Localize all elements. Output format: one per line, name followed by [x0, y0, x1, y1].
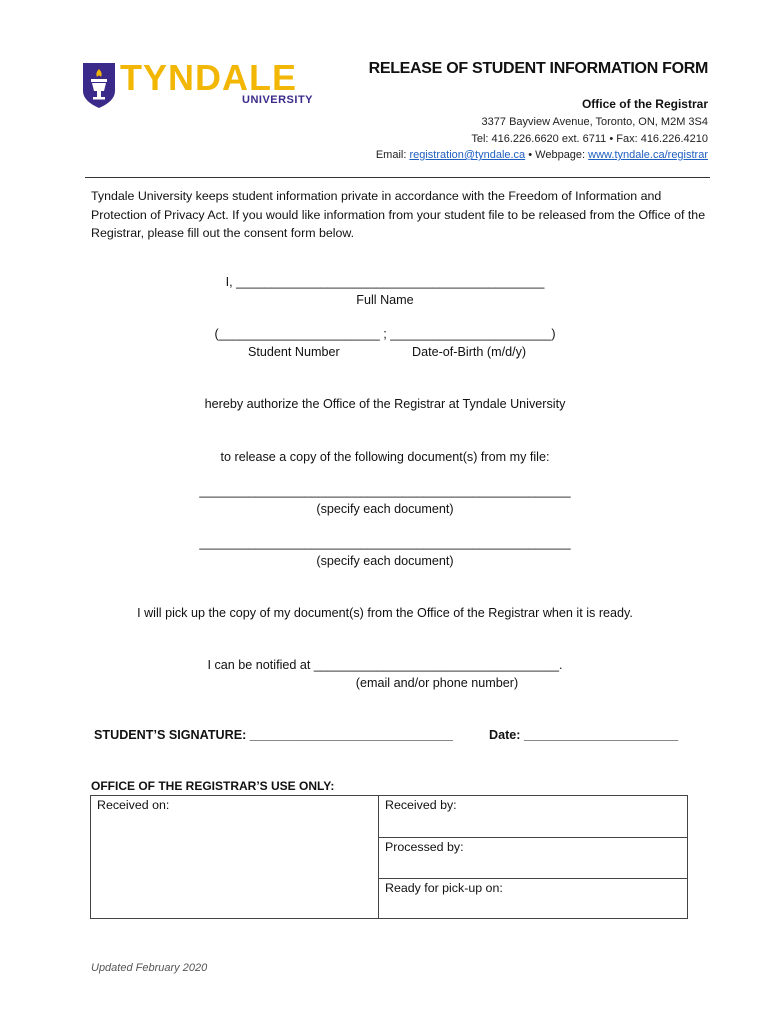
- email-link[interactable]: registration@tyndale.ca: [409, 149, 526, 161]
- authorize-statement: hereby authorize the Office of the Registrar at Tyndale University: [204, 397, 566, 411]
- document-field-2[interactable]: _____________________________________________________: [199, 536, 571, 550]
- release-statement: to release a copy of the following document(s) from my file:: [220, 450, 550, 464]
- student-number-dob-field[interactable]: (_______________________ ; _______________________): [214, 327, 556, 341]
- office-address: 3377 Bayview Avenue, Toronto, ON, M2M 3S4: [481, 116, 708, 128]
- office-name: Office of the Registrar: [581, 97, 708, 111]
- document-caption-1: (specify each document): [316, 502, 454, 516]
- notification-field[interactable]: I can be notified at ___________________________________.: [207, 658, 563, 672]
- pickup-statement: I will pick up the copy of my document(s) from the Office of the Registrar when it is ready.: [137, 606, 633, 620]
- office-contact-links: [376, 149, 708, 161]
- ready-for-pickup-cell[interactable]: Ready for pick-up on:: [385, 881, 503, 895]
- received-on-label: Received on:: [97, 798, 170, 812]
- processed-by-cell[interactable]: Processed by:: [379, 838, 687, 879]
- office-use-right-column: [379, 796, 687, 918]
- document-field-1[interactable]: _____________________________________________________: [199, 484, 571, 498]
- dob-caption: Date-of-Birth (m/d/y): [412, 345, 527, 359]
- webpage-label: • Webpage:: [528, 149, 586, 161]
- tyndale-shield-logo-icon: [81, 61, 117, 109]
- updated-date: Updated February 2020: [91, 962, 208, 974]
- student-number-caption: Student Number: [248, 345, 340, 359]
- received-on-cell[interactable]: [91, 796, 379, 918]
- header-divider: [85, 177, 710, 178]
- notification-caption: (email and/or phone number): [355, 676, 519, 690]
- document-caption-2: (specify each document): [316, 554, 454, 568]
- form-title: RELEASE OF STUDENT INFORMATION FORM: [368, 60, 708, 77]
- full-name-field[interactable]: I, ____________________________________________: [225, 275, 545, 289]
- logo-subtitle: UNIVERSITY: [242, 94, 314, 106]
- office-use-heading: OFFICE OF THE REGISTRAR’S USE ONLY:: [91, 779, 335, 793]
- office-phone-fax: Tel: 416.226.6620 ext. 6711 • Fax: 416.226.4210: [471, 133, 708, 145]
- signature-field[interactable]: STUDENT’S SIGNATURE: _____________________________: [94, 728, 453, 742]
- date-field[interactable]: Date: ______________________: [489, 728, 679, 742]
- intro-paragraph: Tyndale University keeps student information private in accordance with the Freedom of Information and Protection of Privacy Act. If you would like information from your student file to be released from the Office of the Registrar, please fill out the consent form below.: [91, 189, 706, 240]
- email-label: Email:: [375, 149, 407, 161]
- webpage-link[interactable]: www.tyndale.ca/registrar: [588, 149, 708, 161]
- office-use-table: [90, 795, 688, 919]
- logo-wordmark: TYNDALE: [120, 57, 297, 98]
- full-name-caption: Full Name: [356, 293, 414, 307]
- received-by-cell[interactable]: Received by:: [379, 796, 687, 838]
